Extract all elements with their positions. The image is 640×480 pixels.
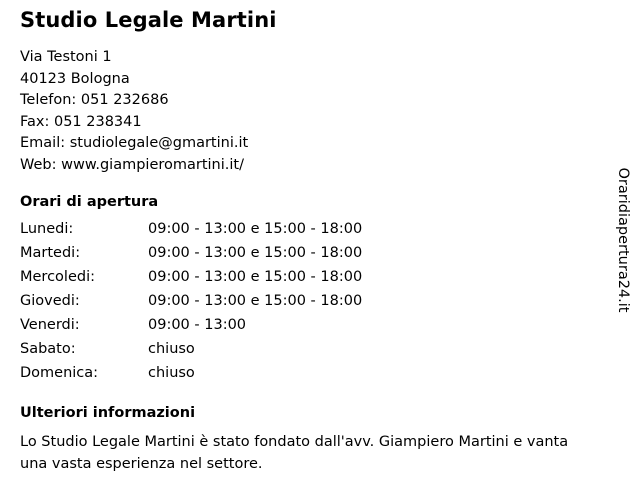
table-row xyxy=(20,292,362,316)
hours-time-value: 09:00 - 13:00 e 15:00 - 18:00 xyxy=(148,221,363,238)
address-line-fax: Fax: 051 238341 xyxy=(20,113,142,130)
address-line-phone: Telefon: 051 232686 xyxy=(20,92,169,109)
table-row xyxy=(20,316,362,340)
table-row xyxy=(20,268,362,292)
hours-day-label: Martedi: xyxy=(20,245,81,262)
table-row xyxy=(20,364,362,388)
hours-day-label: Mercoledi: xyxy=(20,269,95,286)
more-info-title: Ulteriori informazioni xyxy=(20,405,196,422)
hours-day-label: Venerdi: xyxy=(20,317,80,334)
address-line-web: Web: www.giampieromartini.it/ xyxy=(20,156,244,173)
address-line-city: 40123 Bologna xyxy=(20,70,130,87)
table-row xyxy=(20,340,362,364)
opening-hours-table xyxy=(20,220,362,388)
hours-time-value: 09:00 - 13:00 xyxy=(148,317,247,334)
address-line-email: Email: studiolegale@gmartini.it xyxy=(20,135,249,152)
address-line-street: Via Testoni 1 xyxy=(20,49,112,66)
hours-time-value: 09:00 - 13:00 e 15:00 - 18:00 xyxy=(148,269,363,286)
hours-time-value: 09:00 - 13:00 e 15:00 - 18:00 xyxy=(148,293,363,310)
hours-day-label: Domenica: xyxy=(20,365,99,382)
hours-time-value: chiuso xyxy=(148,341,195,358)
hours-day-label: Sabato: xyxy=(20,341,76,358)
page-title: Studio Legale Martini xyxy=(20,8,277,32)
hours-day-label: Giovedi: xyxy=(20,293,80,310)
table-row xyxy=(20,220,362,244)
hours-day-label: Lunedi: xyxy=(20,221,74,238)
table-row xyxy=(20,244,362,268)
business-card xyxy=(20,8,590,475)
site-watermark-label: Oraridiapertura24.it xyxy=(615,167,631,313)
site-watermark xyxy=(608,0,638,480)
opening-hours-title: Orari di apertura xyxy=(20,194,159,211)
hours-time-value: chiuso xyxy=(148,365,195,382)
address-block xyxy=(20,47,590,176)
hours-time-value: 09:00 - 13:00 e 15:00 - 18:00 xyxy=(148,245,363,262)
more-info-text: Lo Studio Legale Martini è stato fondato dall'avv. Giampiero Martini e vanta una vasta esperienza nel settore. xyxy=(20,434,569,473)
